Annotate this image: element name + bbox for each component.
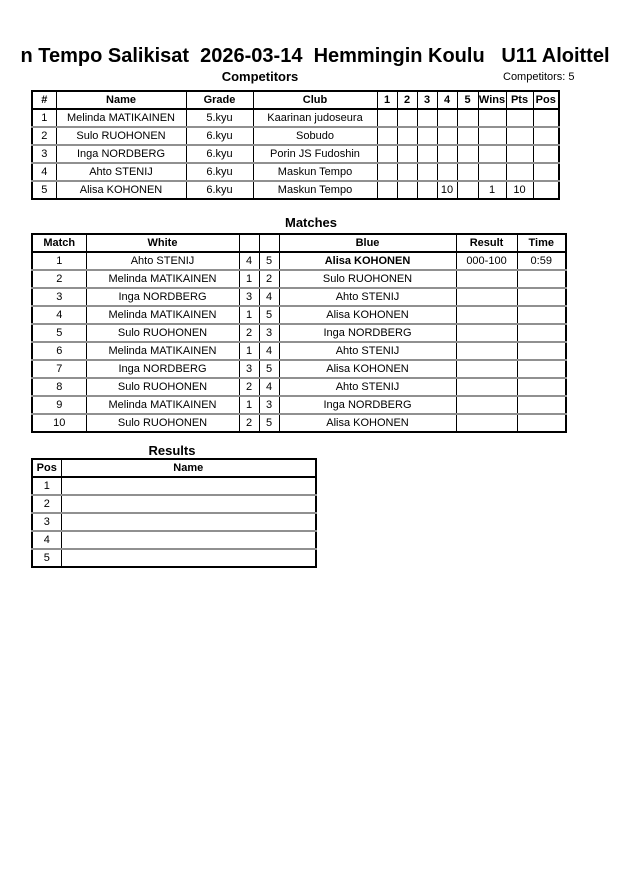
col-header-club: Club [253, 91, 377, 109]
pos-cell [533, 145, 559, 163]
competitor-number-cell: 4 [32, 163, 56, 181]
time-cell [517, 378, 566, 396]
col-header-match: Match [32, 234, 86, 252]
score-cell-2 [397, 145, 417, 163]
time-cell [517, 414, 566, 432]
blue-draw-number-cell: 5 [259, 306, 279, 324]
col-header-3: 3 [417, 91, 437, 109]
match-number-cell: 4 [32, 306, 86, 324]
pts-cell: 10 [506, 181, 533, 199]
col-header-time: Time [517, 234, 566, 252]
blue-name-cell: Inga NORDBERG [279, 396, 456, 414]
result-cell [456, 324, 517, 342]
match-row [32, 378, 566, 396]
blue-name-cell: Ahto STENIJ [279, 342, 456, 360]
match-row [32, 396, 566, 414]
pts-cell [506, 145, 533, 163]
blue-draw-number-cell: 3 [259, 324, 279, 342]
competitor-name-cell: Melinda MATIKAINEN [56, 109, 186, 127]
white-name-cell: Inga NORDBERG [86, 360, 239, 378]
result-cell [456, 342, 517, 360]
result-cell [456, 360, 517, 378]
competitors-heading: Competitors [221, 69, 299, 84]
competitors-header-row [32, 91, 559, 109]
competitor-club-cell: Kaarinan judoseura [253, 109, 377, 127]
time-cell: 0:59 [517, 252, 566, 270]
white-name-cell: Melinda MATIKAINEN [86, 306, 239, 324]
result-row [32, 513, 316, 531]
competitor-club-cell: Maskun Tempo [253, 181, 377, 199]
competitor-club-cell: Maskun Tempo [253, 163, 377, 181]
competitor-name-cell: Sulo RUOHONEN [56, 127, 186, 145]
col-header-pts: Pts [506, 91, 533, 109]
match-row [32, 252, 566, 270]
white-draw-number-cell: 2 [239, 414, 259, 432]
time-cell [517, 342, 566, 360]
time-cell [517, 306, 566, 324]
white-name-cell: Sulo RUOHONEN [86, 414, 239, 432]
pos-cell [533, 127, 559, 145]
match-number-cell: 10 [32, 414, 86, 432]
result-row [32, 477, 316, 495]
match-number-cell: 8 [32, 378, 86, 396]
result-cell [456, 306, 517, 324]
wins-cell [478, 127, 506, 145]
match-number-cell: 6 [32, 342, 86, 360]
match-row [32, 414, 566, 432]
result-cell [456, 270, 517, 288]
score-cell-1 [377, 145, 397, 163]
blue-name-cell: Sulo RUOHONEN [279, 270, 456, 288]
col-header-white-num [239, 234, 259, 252]
result-name-cell [61, 477, 316, 495]
white-name-cell: Ahto STENIJ [86, 252, 239, 270]
blue-draw-number-cell: 5 [259, 252, 279, 270]
blue-draw-number-cell: 4 [259, 342, 279, 360]
white-name-cell: Inga NORDBERG [86, 288, 239, 306]
score-cell-5 [457, 181, 478, 199]
white-draw-number-cell: 3 [239, 288, 259, 306]
score-cell-1 [377, 181, 397, 199]
competitor-number-cell: 5 [32, 181, 56, 199]
match-number-cell: 9 [32, 396, 86, 414]
match-number-cell: 3 [32, 288, 86, 306]
matches-header-row [32, 234, 566, 252]
match-row [32, 306, 566, 324]
white-name-cell: Melinda MATIKAINEN [86, 342, 239, 360]
competitor-grade-cell: 6.kyu [186, 145, 253, 163]
result-pos-cell: 1 [32, 477, 61, 495]
result-pos-cell: 5 [32, 549, 61, 567]
score-cell-5 [457, 145, 478, 163]
pos-cell [533, 181, 559, 199]
competitors-count-label: Competitors: 5 [503, 71, 575, 83]
blue-draw-number-cell: 4 [259, 288, 279, 306]
match-row [32, 360, 566, 378]
competitor-row [32, 127, 559, 145]
match-row [32, 270, 566, 288]
col-header-2: 2 [397, 91, 417, 109]
result-row [32, 531, 316, 549]
white-name-cell: Sulo RUOHONEN [86, 324, 239, 342]
competitor-grade-cell: 6.kyu [186, 181, 253, 199]
score-cell-5 [457, 109, 478, 127]
blue-name-cell: Alisa KOHONEN [279, 414, 456, 432]
wins-cell [478, 145, 506, 163]
competitor-grade-cell: 6.kyu [186, 127, 253, 145]
score-cell-4 [437, 127, 457, 145]
score-cell-4 [437, 109, 457, 127]
white-draw-number-cell: 1 [239, 342, 259, 360]
white-name-cell: Melinda MATIKAINEN [86, 396, 239, 414]
competitors-table [31, 90, 560, 200]
col-header-1: 1 [377, 91, 397, 109]
score-cell-1 [377, 163, 397, 181]
score-cell-4 [437, 163, 457, 181]
blue-draw-number-cell: 5 [259, 360, 279, 378]
score-cell-4: 10 [437, 181, 457, 199]
pts-cell [506, 109, 533, 127]
blue-name-cell: Ahto STENIJ [279, 378, 456, 396]
score-cell-2 [397, 127, 417, 145]
competitor-grade-cell: 5.kyu [186, 109, 253, 127]
match-row [32, 342, 566, 360]
score-cell-1 [377, 109, 397, 127]
score-cell-2 [397, 163, 417, 181]
pts-cell [506, 163, 533, 181]
time-cell [517, 360, 566, 378]
match-row [32, 288, 566, 306]
col-header-pos: Pos [533, 91, 559, 109]
result-row [32, 549, 316, 567]
time-cell [517, 396, 566, 414]
blue-draw-number-cell: 3 [259, 396, 279, 414]
blue-draw-number-cell: 4 [259, 378, 279, 396]
blue-draw-number-cell: 2 [259, 270, 279, 288]
col-header-result: Result [456, 234, 517, 252]
wins-cell [478, 109, 506, 127]
match-number-cell: 1 [32, 252, 86, 270]
competitor-number-cell: 3 [32, 145, 56, 163]
col-header-wins: Wins [478, 91, 506, 109]
results-heading: Results [148, 443, 196, 458]
score-cell-3 [417, 109, 437, 127]
score-cell-1 [377, 127, 397, 145]
competitor-row [32, 145, 559, 163]
competitor-number-cell: 2 [32, 127, 56, 145]
competitor-number-cell: 1 [32, 109, 56, 127]
results-table [31, 458, 317, 568]
matches-table [31, 233, 567, 433]
col-header-5: 5 [457, 91, 478, 109]
matches-body [32, 252, 566, 432]
col-header-result-pos: Pos [32, 459, 61, 477]
results-body [32, 477, 316, 567]
competitor-club-cell: Sobudo [253, 127, 377, 145]
col-header-4: 4 [437, 91, 457, 109]
result-pos-cell: 2 [32, 495, 61, 513]
score-cell-5 [457, 127, 478, 145]
score-cell-3 [417, 181, 437, 199]
result-cell [456, 378, 517, 396]
col-header-blue: Blue [279, 234, 456, 252]
pos-cell [533, 163, 559, 181]
result-cell [456, 288, 517, 306]
white-draw-number-cell: 1 [239, 306, 259, 324]
blue-name-cell: Alisa KOHONEN [279, 306, 456, 324]
score-cell-2 [397, 181, 417, 199]
col-header-grade: Grade [186, 91, 253, 109]
col-header-name: Name [56, 91, 186, 109]
results-header-row [32, 459, 316, 477]
white-draw-number-cell: 2 [239, 378, 259, 396]
score-cell-3 [417, 145, 437, 163]
score-cell-2 [397, 109, 417, 127]
match-number-cell: 5 [32, 324, 86, 342]
competitor-name-cell: Alisa KOHONEN [56, 181, 186, 199]
matches-heading: Matches [284, 215, 338, 230]
time-cell [517, 324, 566, 342]
result-pos-cell: 4 [32, 531, 61, 549]
result-cell [456, 396, 517, 414]
white-draw-number-cell: 3 [239, 360, 259, 378]
result-pos-cell: 3 [32, 513, 61, 531]
wins-cell: 1 [478, 181, 506, 199]
blue-name-cell: Alisa KOHONEN [279, 252, 456, 270]
competitor-name-cell: Ahto STENIJ [56, 163, 186, 181]
page-title: n Tempo Salikisat 2026-03-14 Hemmingin Koulu U11 Aloittel [20, 45, 610, 67]
result-row [32, 495, 316, 513]
white-name-cell: Melinda MATIKAINEN [86, 270, 239, 288]
competitor-grade-cell: 6.kyu [186, 163, 253, 181]
pts-cell [506, 127, 533, 145]
score-cell-3 [417, 163, 437, 181]
pos-cell [533, 109, 559, 127]
white-draw-number-cell: 2 [239, 324, 259, 342]
white-draw-number-cell: 1 [239, 396, 259, 414]
competitor-row [32, 109, 559, 127]
result-cell [456, 414, 517, 432]
score-cell-3 [417, 127, 437, 145]
result-cell: 000-100 [456, 252, 517, 270]
competitor-row [32, 181, 559, 199]
result-name-cell [61, 513, 316, 531]
score-cell-4 [437, 145, 457, 163]
competitor-name-cell: Inga NORDBERG [56, 145, 186, 163]
result-name-cell [61, 495, 316, 513]
white-draw-number-cell: 1 [239, 270, 259, 288]
match-number-cell: 2 [32, 270, 86, 288]
score-cell-5 [457, 163, 478, 181]
blue-draw-number-cell: 5 [259, 414, 279, 432]
col-header-blue-num [259, 234, 279, 252]
result-name-cell [61, 531, 316, 549]
match-row [32, 324, 566, 342]
blue-name-cell: Alisa KOHONEN [279, 360, 456, 378]
blue-name-cell: Ahto STENIJ [279, 288, 456, 306]
match-number-cell: 7 [32, 360, 86, 378]
white-name-cell: Sulo RUOHONEN [86, 378, 239, 396]
competitor-row [32, 163, 559, 181]
white-draw-number-cell: 4 [239, 252, 259, 270]
col-header-white: White [86, 234, 239, 252]
competitor-club-cell: Porin JS Fudoshin [253, 145, 377, 163]
col-header-number: # [32, 91, 56, 109]
blue-name-cell: Inga NORDBERG [279, 324, 456, 342]
competitors-body [32, 109, 559, 199]
wins-cell [478, 163, 506, 181]
time-cell [517, 288, 566, 306]
result-name-cell [61, 549, 316, 567]
time-cell [517, 270, 566, 288]
col-header-result-name: Name [61, 459, 316, 477]
